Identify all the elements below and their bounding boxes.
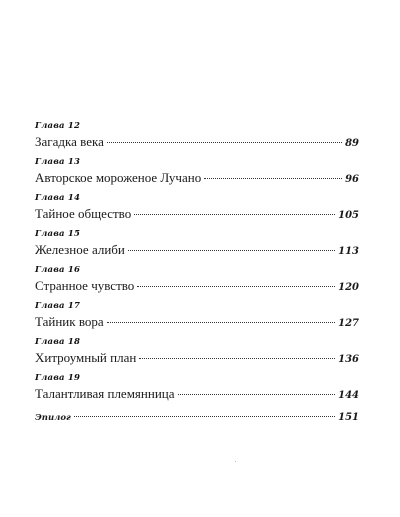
dot-leader bbox=[134, 214, 335, 215]
chapter-title: Странное чувство bbox=[35, 278, 135, 293]
dot-leader bbox=[74, 416, 335, 417]
toc-entry-chapter-14 bbox=[35, 193, 359, 229]
toc-line bbox=[35, 241, 359, 260]
page-number: 144 bbox=[338, 390, 359, 401]
page-number: 151 bbox=[338, 412, 359, 423]
dot-leader bbox=[128, 250, 335, 251]
toc-line bbox=[35, 169, 359, 188]
chapter-title: Талантливая племянница bbox=[35, 386, 175, 401]
toc-entry-chapter-15 bbox=[35, 229, 359, 265]
toc-entry-chapter-12 bbox=[35, 121, 359, 157]
dot-leader bbox=[139, 358, 335, 359]
toc-line bbox=[35, 133, 359, 152]
page-number: 136 bbox=[338, 354, 359, 365]
dot-leader bbox=[107, 142, 342, 143]
page-number: 105 bbox=[338, 210, 359, 221]
page-number: 113 bbox=[338, 246, 359, 257]
dot-leader bbox=[204, 178, 342, 179]
toc-line bbox=[35, 385, 359, 404]
paper-speck bbox=[235, 461, 236, 462]
toc-entry-chapter-13 bbox=[35, 157, 359, 193]
toc-line bbox=[35, 313, 359, 332]
chapter-title: Тайник вора bbox=[35, 314, 104, 329]
chapter-title: Тайное общество bbox=[35, 206, 132, 221]
page-number: 127 bbox=[338, 318, 359, 329]
epilogue-title: Эпилог bbox=[35, 413, 71, 423]
toc-line bbox=[35, 277, 359, 296]
page-number: 96 bbox=[345, 174, 359, 185]
table-of-contents bbox=[35, 121, 359, 433]
chapter-label: Глава 18 bbox=[35, 337, 81, 347]
chapter-title: Авторское мороженое Лучано bbox=[35, 170, 202, 185]
toc-entry-epilogue bbox=[35, 409, 359, 433]
toc-entry-chapter-18 bbox=[35, 337, 359, 373]
toc-entry-chapter-16 bbox=[35, 265, 359, 301]
page-number: 89 bbox=[345, 138, 359, 149]
chapter-title: Хитроумный план bbox=[35, 350, 137, 365]
dot-leader bbox=[178, 394, 336, 395]
toc-line bbox=[35, 349, 359, 368]
toc-line bbox=[35, 205, 359, 224]
chapter-title: Загадка века bbox=[35, 134, 104, 149]
chapter-label: Глава 17 bbox=[35, 301, 81, 311]
chapter-label: Глава 12 bbox=[35, 121, 81, 131]
chapter-label: Глава 19 bbox=[35, 373, 81, 383]
dot-leader bbox=[107, 322, 335, 323]
chapter-title: Железное алиби bbox=[35, 242, 125, 257]
dot-leader bbox=[137, 286, 335, 287]
page-number: 120 bbox=[338, 282, 359, 293]
chapter-label: Глава 15 bbox=[35, 229, 81, 239]
chapter-label: Глава 13 bbox=[35, 157, 81, 167]
chapter-label: Глава 16 bbox=[35, 265, 81, 275]
chapter-label: Глава 14 bbox=[35, 193, 81, 203]
toc-line bbox=[35, 409, 359, 427]
toc-entry-chapter-17 bbox=[35, 301, 359, 337]
toc-entry-chapter-19 bbox=[35, 373, 359, 409]
